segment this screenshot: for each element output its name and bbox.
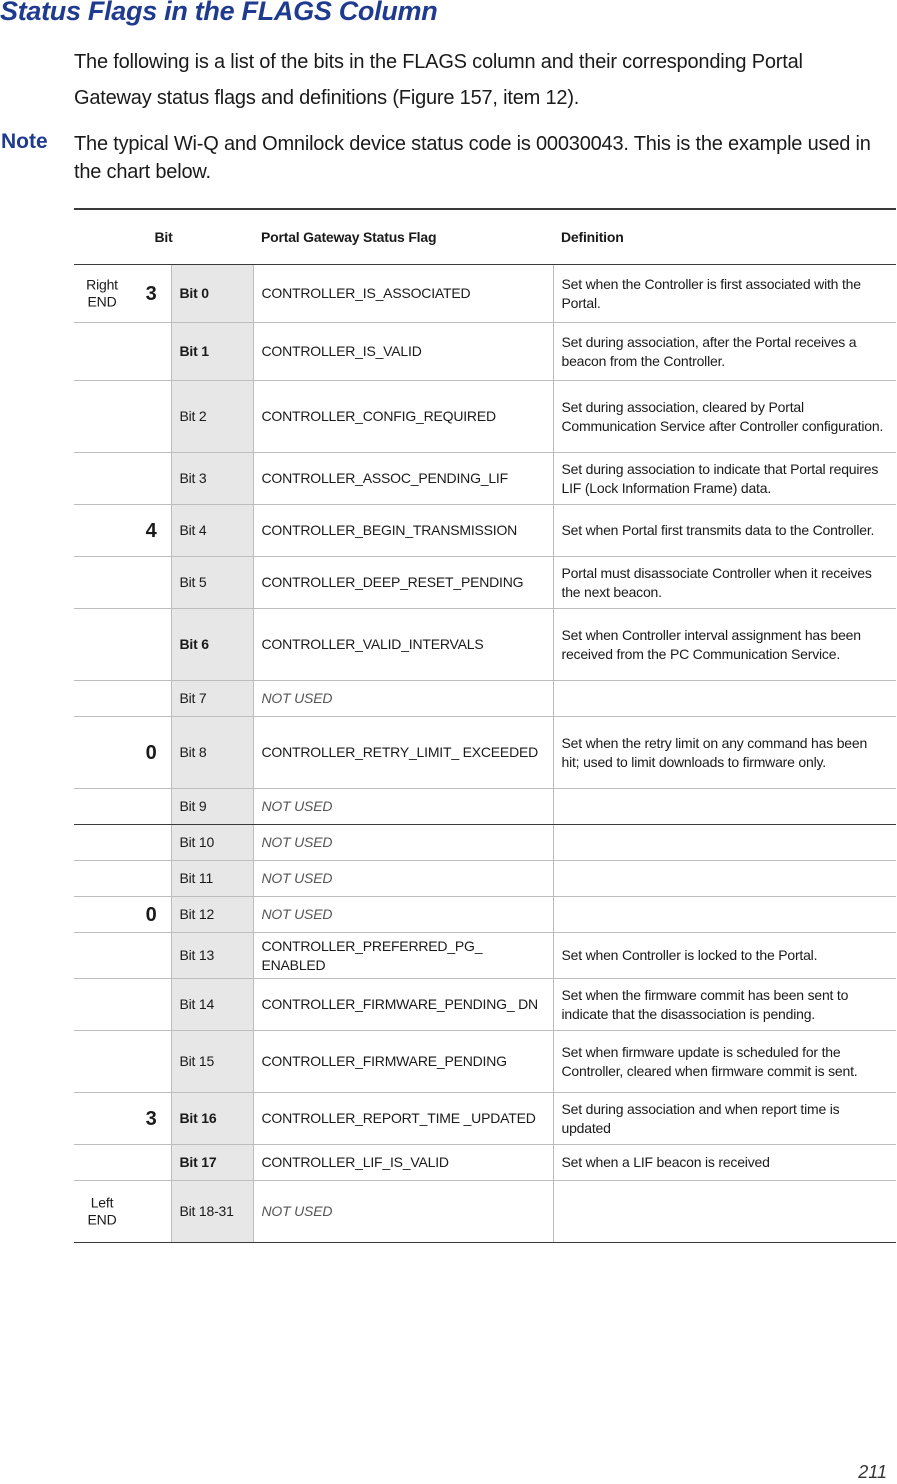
flag-cell: CONTROLLER_IS_ASSOCIATED — [253, 265, 553, 323]
flag-cell: CONTROLLER_IS_VALID — [253, 323, 553, 381]
bit-cell: Bit 9 — [171, 789, 253, 825]
definition-cell: Set when Controller is locked to the Portal. — [553, 933, 896, 979]
table-row — [74, 323, 896, 381]
bit-cell: Bit 15 — [171, 1031, 253, 1093]
row-position-cell — [74, 979, 171, 1031]
header-definition: Definition — [553, 209, 896, 265]
table-row — [74, 979, 896, 1031]
definition-cell — [553, 897, 896, 933]
flag-cell: CONTROLLER_RETRY_LIMIT_ EXCEEDED — [253, 717, 553, 789]
row-position-cell — [74, 861, 171, 897]
flag-cell: NOT USED — [253, 861, 553, 897]
note-text: The typical Wi-Q and Omnilock device status code is 00030043. This is the example used in the chart below. — [74, 133, 871, 183]
row-position-cell — [74, 1181, 171, 1243]
table-row — [74, 1181, 896, 1243]
table-row — [74, 1031, 896, 1093]
definition-cell — [553, 789, 896, 825]
row-position-cell — [74, 323, 171, 381]
row-position-cell — [74, 933, 171, 979]
intro-paragraph: The following is a list of the bits in the FLAGS column and their corresponding Portal Gateway status flags and definitions (Figure 157, item 12). — [74, 51, 803, 109]
flag-cell: CONTROLLER_BEGIN_TRANSMISSION — [253, 505, 553, 557]
hex-digit: 0 — [145, 903, 157, 926]
row-position-cell — [74, 557, 171, 609]
status-flags-table — [74, 208, 896, 1243]
table-row — [74, 453, 896, 505]
header-flag: Portal Gateway Status Flag — [253, 209, 553, 265]
table-row — [74, 1093, 896, 1145]
table-row — [74, 717, 896, 789]
flag-cell: CONTROLLER_REPORT_TIME _UPDATED — [253, 1093, 553, 1145]
definition-cell — [553, 861, 896, 897]
bit-cell: Bit 8 — [171, 717, 253, 789]
row-position-cell — [74, 681, 171, 717]
flag-cell: NOT USED — [253, 681, 553, 717]
end-label: Left END — [87, 1194, 117, 1228]
table-row — [74, 557, 896, 609]
row-position-cell — [74, 1031, 171, 1093]
table-header-row — [74, 209, 896, 265]
page-title: Status Flags in the FLAGS Column — [0, 0, 438, 26]
flag-cell: CONTROLLER_VALID_INTERVALS — [253, 609, 553, 681]
flag-cell: CONTROLLER_FIRMWARE_PENDING — [253, 1031, 553, 1093]
table-row — [74, 1145, 896, 1181]
row-position-cell — [74, 609, 171, 681]
row-position-cell — [74, 717, 171, 789]
table-row — [74, 789, 896, 825]
definition-cell: Set when firmware update is scheduled for the Controller, cleared when firmware commit is sent. — [553, 1031, 896, 1093]
bit-cell: Bit 12 — [171, 897, 253, 933]
flag-cell: CONTROLLER_FIRMWARE_PENDING_ DN — [253, 979, 553, 1031]
flag-cell: CONTROLLER_LIF_IS_VALID — [253, 1145, 553, 1181]
row-position-cell — [74, 897, 171, 933]
row-position-cell — [74, 381, 171, 453]
definition-cell: Set when the firmware commit has been sent to indicate that the disassociation is pending. — [553, 979, 896, 1031]
table-body — [74, 265, 896, 1243]
bit-cell: Bit 2 — [171, 381, 253, 453]
hex-digit: 4 — [145, 519, 157, 542]
definition-cell — [553, 825, 896, 861]
row-position-cell — [74, 1093, 171, 1145]
note-label: Note — [1, 130, 48, 153]
bit-cell: Bit 1 — [171, 323, 253, 381]
table-row — [74, 681, 896, 717]
hex-digit: 3 — [145, 1107, 157, 1130]
hex-digit: 3 — [145, 282, 157, 305]
definition-cell: Set during association to indicate that Portal requires LIF (Lock Information Frame) data. — [553, 453, 896, 505]
table-row — [74, 861, 896, 897]
flag-cell: NOT USED — [253, 789, 553, 825]
row-position-cell — [74, 789, 171, 825]
bit-cell: Bit 14 — [171, 979, 253, 1031]
definition-cell: Portal must disassociate Controller when it receives the next beacon. — [553, 557, 896, 609]
definition-cell: Set during association and when report time is updated — [553, 1093, 896, 1145]
end-label: Right END — [86, 276, 118, 310]
row-position-cell — [74, 825, 171, 861]
bit-cell: Bit 17 — [171, 1145, 253, 1181]
flag-cell: NOT USED — [253, 1181, 553, 1243]
bit-cell: Bit 7 — [171, 681, 253, 717]
table-row — [74, 933, 896, 979]
bit-cell: Bit 5 — [171, 557, 253, 609]
table-row — [74, 381, 896, 453]
header-bit: Bit — [74, 209, 253, 265]
row-position-cell — [74, 265, 171, 323]
definition-cell: Set during association, after the Portal receives a beacon from the Controller. — [553, 323, 896, 381]
bit-cell: Bit 18-31 — [171, 1181, 253, 1243]
definition-cell — [553, 1181, 896, 1243]
bit-cell: Bit 3 — [171, 453, 253, 505]
table-row — [74, 897, 896, 933]
table-row — [74, 825, 896, 861]
bit-cell: Bit 0 — [171, 265, 253, 323]
page-number: 211 — [858, 1462, 887, 1482]
bit-cell: Bit 4 — [171, 505, 253, 557]
flag-cell: NOT USED — [253, 897, 553, 933]
table-row — [74, 609, 896, 681]
row-position-cell — [74, 505, 171, 557]
flag-cell: CONTROLLER_PREFERRED_PG_ ENABLED — [253, 933, 553, 979]
bit-cell: Bit 6 — [171, 609, 253, 681]
definition-cell: Set when Portal first transmits data to the Controller. — [553, 505, 896, 557]
flag-cell: CONTROLLER_DEEP_RESET_PENDING — [253, 557, 553, 609]
row-position-cell — [74, 453, 171, 505]
bit-cell: Bit 11 — [171, 861, 253, 897]
definition-cell: Set during association, cleared by Portal Communication Service after Controller configuration. — [553, 381, 896, 453]
flag-cell: CONTROLLER_CONFIG_REQUIRED — [253, 381, 553, 453]
flag-cell: CONTROLLER_ASSOC_PENDING_LIF — [253, 453, 553, 505]
table-row — [74, 265, 896, 323]
bit-cell: Bit 10 — [171, 825, 253, 861]
definition-cell — [553, 681, 896, 717]
bit-cell: Bit 16 — [171, 1093, 253, 1145]
row-position-cell — [74, 1145, 171, 1181]
definition-cell: Set when a LIF beacon is received — [553, 1145, 896, 1181]
definition-cell: Set when the Controller is first associated with the Portal. — [553, 265, 896, 323]
hex-digit: 0 — [145, 741, 157, 764]
definition-cell: Set when the retry limit on any command has been hit; used to limit downloads to firmware only. — [553, 717, 896, 789]
flag-cell: NOT USED — [253, 825, 553, 861]
definition-cell: Set when Controller interval assignment has been received from the PC Communication Service. — [553, 609, 896, 681]
bit-cell: Bit 13 — [171, 933, 253, 979]
table-row — [74, 505, 896, 557]
